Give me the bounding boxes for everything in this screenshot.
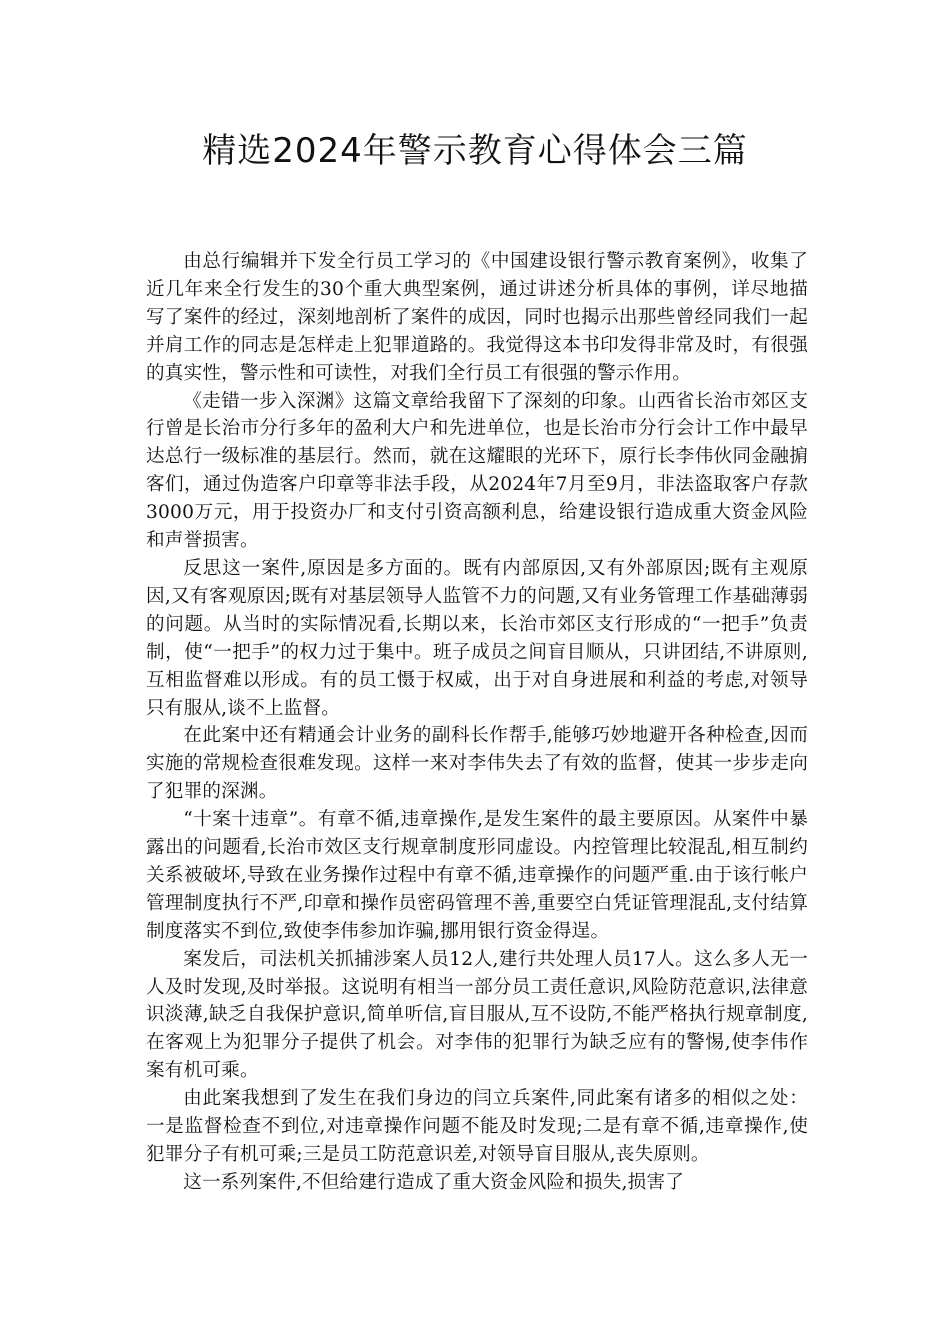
paragraph: 这一系列案件,不但给建行造成了重大资金风险和损失,损害了 bbox=[183, 1171, 685, 1193]
paragraph: 由总行编辑并下发全行员工学习的《中国建设银行警示教育案例》，收集了近几年来全行发生的30个重大典型案例，通过讲述分析具体的事例，详尽地描写了案件的经过，深刻地剖析了案件的成因，同时也揭示出那些曾经同我们一起并肩工作的同志是怎样走上犯罪道路的。我觉得这本书印发得非常及时，有很强的真实性，警示性和可读性，对我们全行员工有很强的警示作用。 bbox=[146, 251, 808, 384]
paragraph: 《走错一步入深渊》这篇文章给我留下了深刻的印象。山西省长治市郊区支行曾是长治市分行多年的盈利大户和先进单位，也是长治市分行会计工作中最早达总行一级标准的基层行。然而，就在这耀眼的光环下，原行长李伟伙同金融掮客们，通过伪造客户印章等非法手段，从2024年7月至9月，非法盗取客户存款3000万元，用于投资办厂和支付引资高额利息，给建设银行造成重大资金风险和声誉损害。 bbox=[146, 390, 808, 552]
paragraph: “十案十违章”。有章不循,违章操作,是发生案件的最主要原因。从案件中暴露出的问题看,长治市效区支行规章制度形同虚设。内控管理比较混乱,相互制约关系被破坏,导致在业务操作过程中有章不循,违章操作的问题严重.由于该行帐户管理制度执行不严,印章和操作员密码管理不善,重要空白凭证管理混乱,支付结算制度落实不到位,致使李伟参加诈骗,挪用银行资金得逞。 bbox=[146, 809, 808, 942]
paragraph: 在此案中还有精通会计业务的副科长作帮手,能够巧妙地避开各种检查,因而实施的常规检查很难发现。这样一来对李伟失去了有效的监督，使其一步步走向了犯罪的深渊。 bbox=[146, 725, 808, 803]
document-body bbox=[146, 248, 808, 1197]
document-title: 精选2024年警示教育心得体会三篇 bbox=[202, 131, 748, 171]
paragraph: 反思这一案件,原因是多方面的。既有内部原因,又有外部原因;既有主观原因,又有客观原因;既有对基层领导人监管不力的问题,又有业务管理工作基础薄弱的问题。从当时的实际情况看,长期以来，长治市郊区支行形成的“一把手”负责制，使“一把手”的权力过于集中。班子成员之间盲目顺从，只讲团结,不讲原则,互相监督难以形成。有的员工慑于权威，出于对自身进展和利益的考虑,对领导只有服从,谈不上监督。 bbox=[146, 557, 808, 719]
paragraph: 案发后，司法机关抓捕涉案人员12人,建行共处理人员17人。这么多人无一人及时发现,及时举报。这说明有相当一部分员工责任意识,风险防范意识,法律意识淡薄,缺乏自我保护意识,简单听信,盲目服从,互不设防,不能严格执行规章制度,在客观上为犯罪分子提供了机会。对李伟的犯罪行为缺乏应有的警惕,使李伟作案有机可乘。 bbox=[146, 948, 808, 1082]
paragraph: 由此案我想到了发生在我们身边的闫立兵案件,同此案有诸多的相似之处：一是监督检查不到位,对违章操作问题不能及时发现;二是有章不循,违章操作,使犯罪分子有机可乘;三是员工防范意识差,对领导盲目服从,丧失原则。 bbox=[146, 1088, 808, 1165]
